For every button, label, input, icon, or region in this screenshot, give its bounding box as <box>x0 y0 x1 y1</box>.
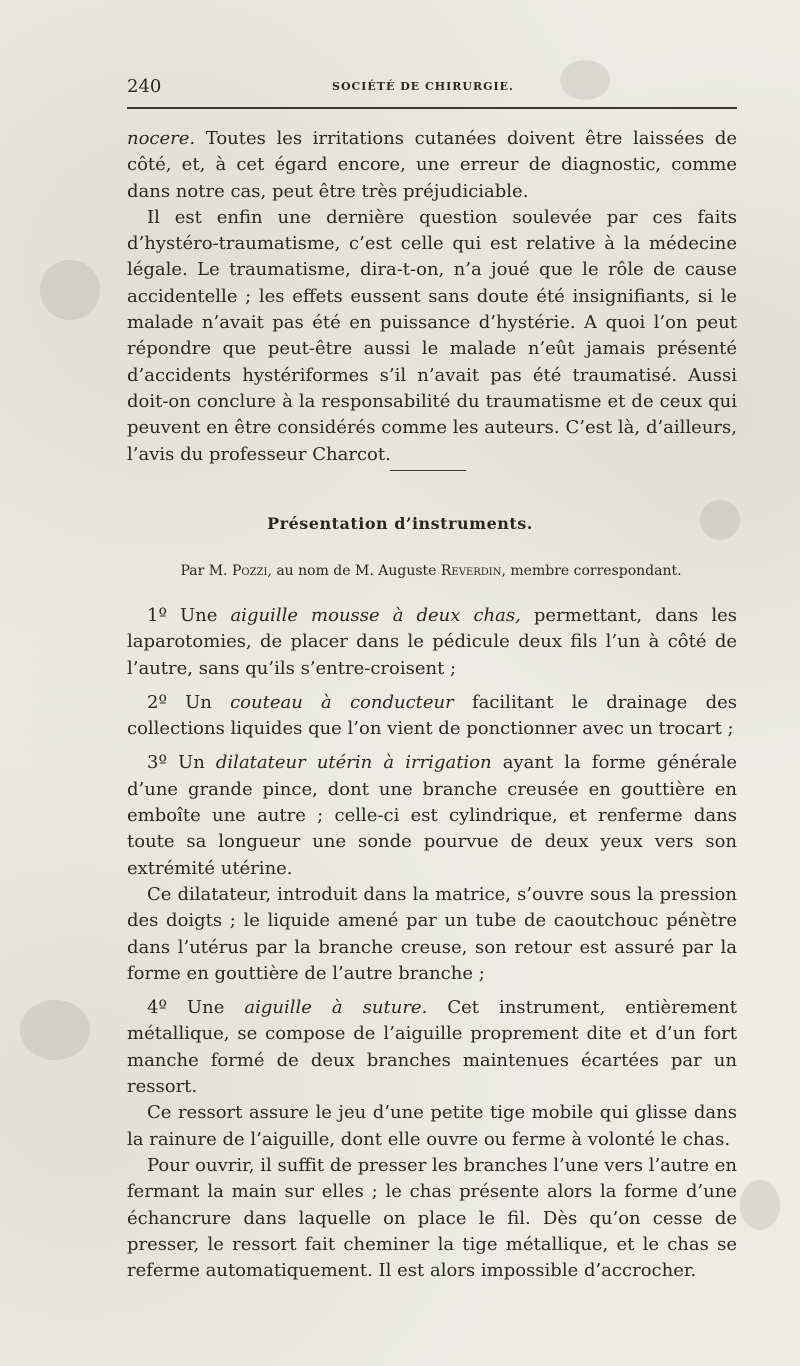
list-item <box>127 603 737 682</box>
section-separator <box>390 470 466 471</box>
header-rule <box>127 107 737 109</box>
scan-speck <box>40 260 100 320</box>
instrument-name: aiguille mousse à deux chas, <box>230 605 521 626</box>
paragraph: Pour ouvrir, il suffit de presser les branches l’une vers l’autre en fermant la main sur elles ; le chas présente alors la forme d’une échancrure dans laquelle on place le fil. Dès qu’on cesse de presser, le ressort fait cheminer la tige métallique, et le chas se referme automatiquement. Il est alors impossible d’accrocher. <box>127 1154 737 1282</box>
byline-prefix: Par M. <box>180 563 232 579</box>
byline-colleague: Reverdin <box>440 563 502 579</box>
paragraph-text: Toutes les irritations cutanées doivent être laissées de côté, et, à cet égard encore, une erreur de diagnostic, comme dans notre cas, peut être très préjudiciable. <box>127 128 737 202</box>
continuation-text <box>127 126 737 468</box>
byline-middle: , au nom de M. Auguste <box>267 563 441 579</box>
instrument-name: couteau à conducteur <box>230 691 454 713</box>
item-text: facilitant le drainage des collections liquides que l’on vient de ponctionner avec un trocart ; <box>127 691 738 740</box>
italic-word: nocere. <box>127 128 196 149</box>
paragraph <box>127 126 737 205</box>
scan-speck <box>20 1000 90 1060</box>
instrument-name: aiguille à suture. <box>244 997 428 1019</box>
section-byline <box>0 563 800 579</box>
item-number: 2º Un <box>147 691 231 713</box>
paragraph: Il est enfin une dernière question soulevée par ces faits d’hystéro-traumatisme, c’est celle qui est relative à la médecine légale. Le traumatisme, dira-t-on, n’a joué que le rôle de cause accidentelle ; les effets eussent sans doute été insignifiants, si le malade n’avait pas été en puissance d’hystérie. A quoi l’on peut répondre que peut-être aussi le malade n’eût jamais présenté d’accidents hystériformes s’il n’avait pas été traumatisé. Aussi doit-on conclure à la responsabilité du traumatisme et de ceux qui peuvent en être considérés comme les auteurs. C’est là, d’ailleurs, l’avis du professeur Charcot. <box>127 206 737 465</box>
item-text: ayant la forme générale d’une grande pince, dont une branche creusée en gouttière en emboîte une autre ; celle-ci est cylindrique, et renferme dans toute sa longueur une sonde pourvue de deux yeux vers son extrémité utérine. <box>127 752 738 879</box>
section-title: Présentation d’instruments. <box>267 514 533 533</box>
list-item <box>127 750 737 881</box>
byline-suffix: , membre correspondant. <box>501 563 682 579</box>
scan-speck <box>740 1180 780 1230</box>
item-number: 4º Une <box>147 997 245 1019</box>
instrument-list <box>127 603 737 1284</box>
paragraph: Ce ressort assure le jeu d’une petite tige mobile qui glisse dans la rainure de l’aiguille, dont elle ouvre ou ferme à volonté le chas. <box>127 1102 737 1150</box>
list-item <box>127 995 737 1100</box>
byline-author: Pozzi <box>231 563 268 579</box>
list-item <box>127 690 737 743</box>
running-title: SOCIÉTÉ DE CHIRURGIE. <box>332 80 514 93</box>
page-number: 240 <box>127 76 162 97</box>
instrument-name: dilatateur utérin à irrigation <box>215 752 492 774</box>
item-number: 3º Un <box>147 752 216 774</box>
page-header <box>127 76 737 100</box>
item-text: permettant, dans les laparotomies, de placer dans le pédicule deux fils l’un à côté de l’autre, sans qu’ils s’entre-croisent ; <box>127 605 737 679</box>
item-number: 1º Une <box>147 605 231 626</box>
paragraph: Ce dilatateur, introduit dans la matrice, s’ouvre sous la pression des doigts ; le liquide amené par un tube de caoutchouc pénètre dans l’utérus par la branche creuse, son retour est assuré par la forme en gouttière de l’autre branche ; <box>127 883 737 984</box>
item-text: Cet instrument, entièrement métallique, se compose de l’aiguille proprement dite et d’un fort manche formé de deux branches maintenues écartées par un ressort. <box>127 997 737 1098</box>
